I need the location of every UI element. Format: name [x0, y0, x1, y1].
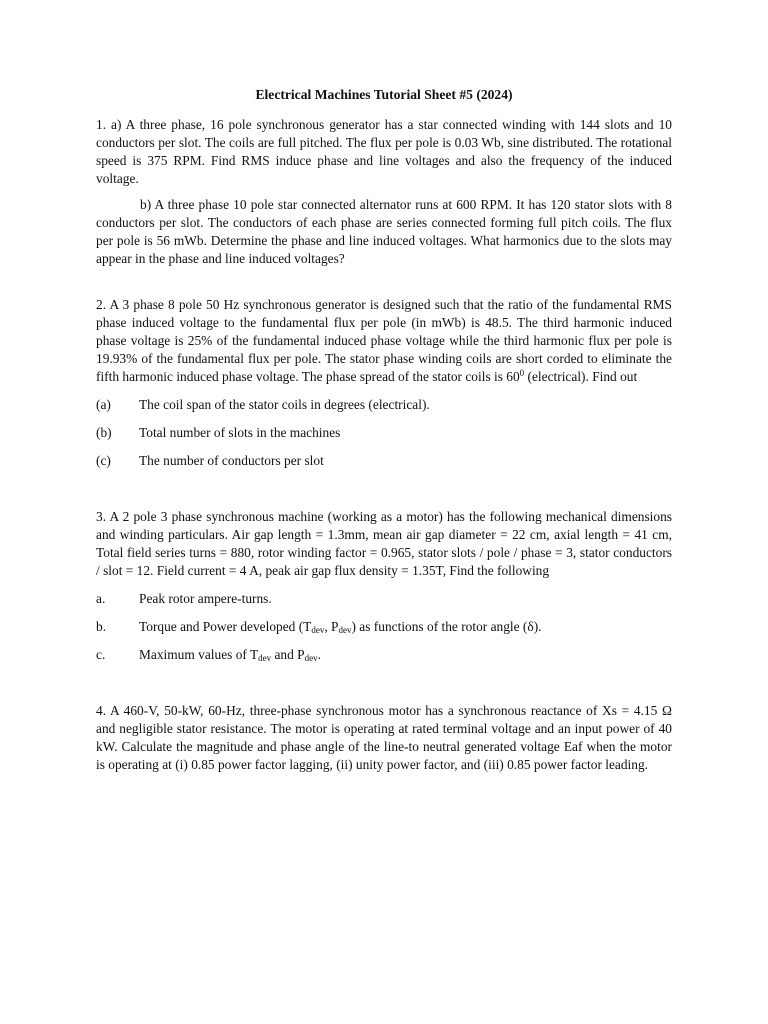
text-run: Maximum values of T — [139, 647, 259, 662]
text-run: . — [317, 647, 321, 662]
list-item — [96, 618, 672, 636]
subscript: dev — [258, 653, 272, 663]
text-run: Torque and Power developed (T — [139, 619, 312, 634]
list-item — [96, 590, 672, 608]
item-text — [139, 646, 672, 664]
item-text: The number of conductors per slot — [139, 453, 324, 468]
question-2-tail: (electrical). Find out — [524, 369, 638, 384]
question-3-items — [96, 590, 672, 664]
item-marker: (b) — [96, 425, 112, 440]
item-marker: a. — [96, 591, 106, 606]
question-2-text — [96, 296, 672, 386]
question-1 — [96, 116, 672, 268]
list-item — [96, 424, 672, 442]
item-text: Total number of slots in the machines — [139, 425, 341, 440]
question-1a-text: 1. a) A three phase, 16 pole synchronous generator has a star connected winding with 144 slots and 10 conductors per slot. The coils are full pitched. The flux per pole is 0.03 Wb, sine distributed. The rotational speed is 375 RPM. Find RMS induce phase and line voltages and also the frequency of the induced voltage. — [96, 117, 672, 186]
question-4-text: 4. A 460-V, 50-kW, 60-Hz, three-phase synchronous motor has a synchronous reactance of Xs = 4.15 Ω and negligible stator resistance. The motor is operating at rated terminal voltage and an input power of 40 kW. Calculate the magnitude and phase angle of the line-to neutral generated voltage Eaf when the motor is operating at (i) 0.85 power factor lagging, (ii) unity power factor, and (iii) 0.85 power factor leading. — [96, 703, 672, 772]
item-marker: (a) — [96, 397, 111, 412]
list-item — [96, 452, 672, 470]
question-2-items — [96, 396, 672, 470]
item-text: The coil span of the stator coils in degrees (electrical). — [139, 397, 430, 412]
question-3-text: 3. A 2 pole 3 phase synchronous machine (working as a motor) has the following mechanical dimensions and winding particulars. Air gap length = 1.3mm, mean air gap diameter = 22 cm, axial length = 41 cm, Total field series turns = 880, rotor winding factor = 0.965, stator slots / pole / phase = 3, stator conductors / slot = 12. Field current = 4 A, peak air gap flux density = 1.35T, Find the following — [96, 509, 672, 578]
document-page — [96, 86, 672, 774]
question-2-body: 2. A 3 phase 8 pole 50 Hz synchronous generator is designed such that the ratio of the fundamental RMS phase induced voltage to the fundamental flux per pole (in mWb) is 48.5. The third harmonic induced phase voltage is 25% of the fundamental induced phase voltage while the third harmonic flux per pole is 19.93% of the fundamental flux per pole. The stator phase winding coils are short corded to eliminate the fifth harmonic induced phase voltage. The phase spread of the stator coils is 60 — [96, 297, 672, 384]
sheet-title: Electrical Machines Tutorial Sheet #5 (2024) — [255, 87, 513, 102]
subscript: dev — [338, 625, 352, 635]
question-2 — [96, 296, 672, 470]
spacer — [96, 268, 672, 296]
list-item — [96, 396, 672, 414]
item-marker: b. — [96, 619, 107, 634]
spacer — [96, 480, 672, 508]
item-text: Peak rotor ampere-turns. — [139, 591, 272, 606]
spacer — [96, 674, 672, 702]
question-1b-text: b) A three phase 10 pole star connected alternator runs at 600 RPM. It has 120 stator slots with 8 conductors per slot. The conductors of each phase are series connected forming full pitch coils. The flux per pole is 56 mWb. Determine the phase and line induced voltages. What harmonics due to the slots may appear in the phase and line induced voltages? — [96, 197, 672, 266]
item-text — [139, 618, 672, 636]
subscript: dev — [311, 625, 325, 635]
question-4 — [96, 702, 672, 774]
question-3 — [96, 508, 672, 664]
item-marker: (c) — [96, 453, 111, 468]
text-run: and P — [271, 647, 305, 662]
subscript: dev — [304, 653, 318, 663]
text-run: , P — [324, 619, 339, 634]
degree-superscript: 0 — [519, 368, 525, 378]
item-marker: c. — [96, 647, 106, 662]
list-item — [96, 646, 672, 664]
text-run: ) as functions of the rotor angle (δ). — [351, 619, 542, 634]
